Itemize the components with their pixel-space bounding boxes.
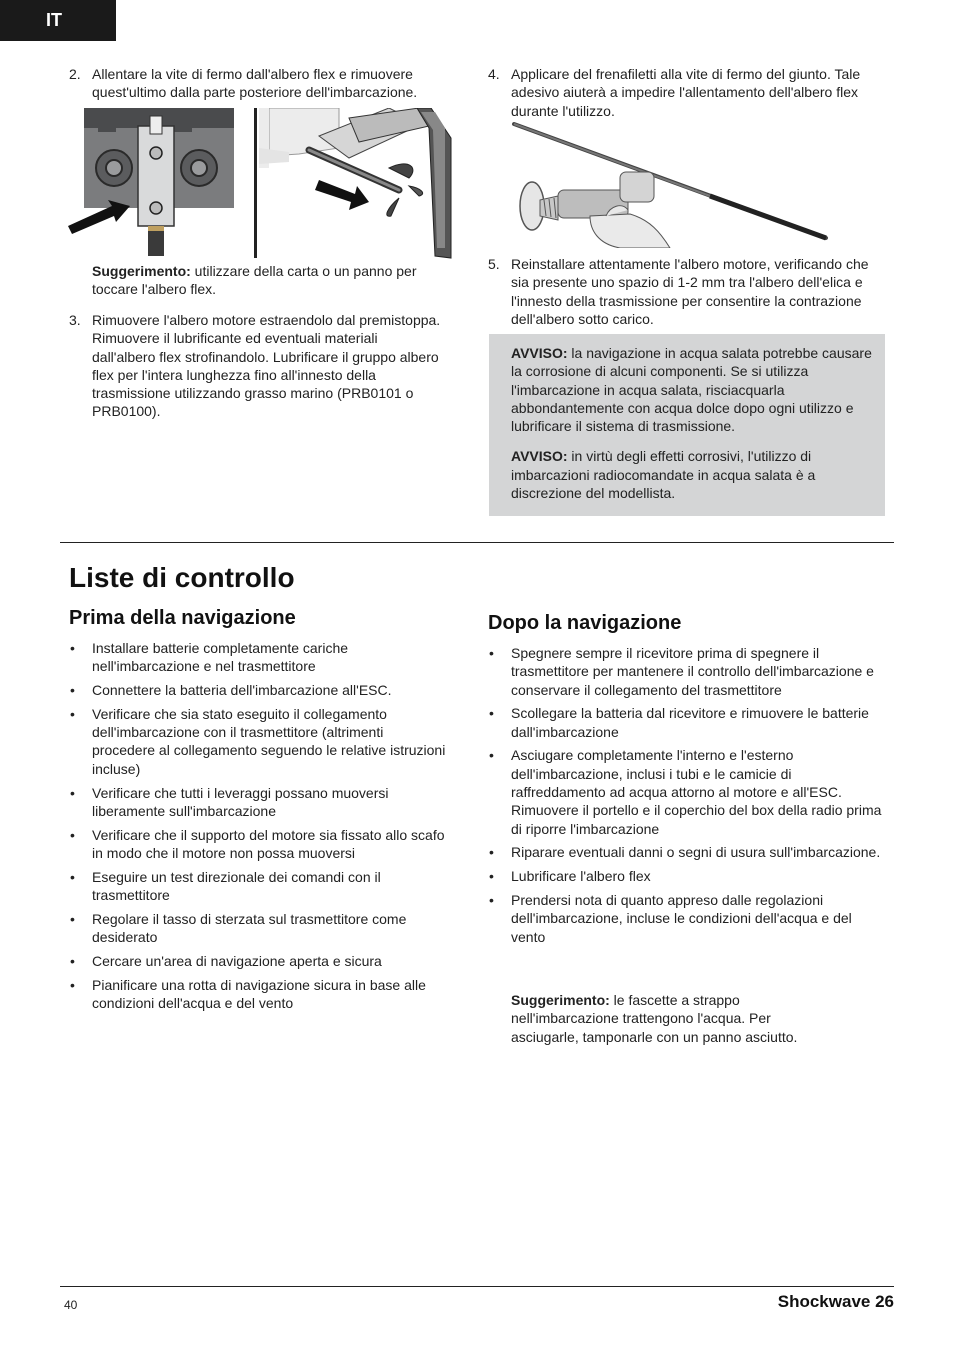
step-2-tip (92, 262, 437, 299)
before-heading: Prima della navigazione (69, 607, 296, 629)
checklist-item: • Prendersi nota di quanto appreso dalle regolazioni dell'imbarcazione, incluse le condizioni dell'acqua e del vento (488, 891, 883, 946)
checklist-item: • Verificare che tutti i leveraggi possano muoversi liberamente sull'imbarcazione (69, 784, 449, 821)
motor-mount-illustration (64, 108, 240, 260)
notice-text: in virtù degli effetti corrosivi, l'utilizzo di imbarcazioni radiocomandate in acqua salata è a discrezione del modellista. (511, 448, 816, 502)
after-heading: Dopo la navigazione (488, 612, 682, 634)
notice-text: la navigazione in acqua salata potrebbe causare la corrosione di alcuni componenti. Se si utilizza l'imbarcazione in acqua salata, risciacquarla abbondantemente con acqua dolce dopo ogni utilizzo e lubrificare il sistema di trasmissione. (511, 345, 872, 435)
step-5 (488, 255, 883, 328)
language-tab (0, 0, 116, 41)
after-checklist (488, 644, 883, 951)
step-number: 5. (488, 256, 500, 272)
step-2 (69, 65, 459, 102)
section-title: Liste di controllo (69, 562, 295, 593)
checklist-item: • Scollegare la batteria dal ricevitore e rimuovere le batterie dall'imbarcazione (488, 704, 883, 741)
tip-text: le fascette a strappo nell'imbarcazione trattengono l'acqua. Per asciugarle, tamponarle con un panno asciutto. (511, 992, 798, 1045)
section-divider (60, 542, 894, 543)
after-tip (511, 991, 841, 1046)
checklist-item: • Verificare che sia stato eseguito il collegamento dell'imbarcazione con il trasmettitore (altrimenti procedere al collegamento seguendo le relative istruzioni incluse) (69, 705, 449, 778)
notice-box (489, 334, 885, 516)
checklist-item: • Spegnere sempre il ricevitore prima di spegnere il trasmettitore per mantenere il controllo dell'imbarcazione e conservare il collegamento del trasmettitore (488, 644, 883, 699)
checklist-item: • Installare batterie completamente cariche nell'imbarcazione e nel trasmettitore (69, 639, 449, 676)
before-checklist (69, 639, 449, 1018)
tip-label: Suggerimento: (511, 992, 610, 1008)
threadlock-illustration (510, 120, 830, 248)
checklist-item: • Regolare il tasso di sterzata sul trasmettitore come desiderato (69, 910, 449, 947)
page-number: 40 (64, 1298, 78, 1312)
checklist-item: • Asciugare completamente l'interno e l'esterno dell'imbarcazione, inclusi i tubi e le camicie di raffreddamento ad acqua attorno al motore e all'ESC. Rimuovere il portello e il coperchio del box della radio prima di riporre l'imbarcazione (488, 746, 883, 837)
footer-divider (60, 1286, 894, 1287)
checklist-item: • Pianificare una rotta di navigazione sicura in base alle condizioni dell'acqua e del vento (69, 976, 449, 1013)
checklist-item: • Verificare che il supporto del motore sia fissato allo scafo in modo che il motore non possa muoversi (69, 826, 449, 863)
checklist-item: • Cercare un'area di navigazione aperta e sicura (69, 952, 449, 970)
notice-label: AVVISO: (511, 345, 568, 361)
tip-label: Suggerimento: (92, 263, 191, 279)
step-text: Rimuovere l'albero motore estraendolo dal premistoppa. Rimuovere il lubrificante ed eventuali materiali dall'albero flex strofinandolo. Lubrificare il gruppo albero flex per l'intera lunghezza fino all'innesto della trasmissione utilizzando grasso marino (PRB0101 o PRB0100). (92, 312, 441, 420)
step-text: Allentare la vite di fermo dall'albero flex e rimuovere quest'ultimo dalla parte posteriore dell'imbarcazione. (92, 66, 418, 101)
language-code: IT (46, 10, 62, 31)
illustration-divider (254, 108, 257, 258)
step-number: 3. (69, 312, 81, 328)
notice-label: AVVISO: (511, 448, 568, 465)
step-number: 4. (488, 66, 500, 82)
product-title: Shockwave 26 (777, 1292, 894, 1311)
step-3 (69, 311, 444, 421)
checklist-item: • Eseguire un test direzionale dei comandi con il trasmettitore (69, 868, 449, 905)
step-text: Reinstallare attentamente l'albero motore, verificando che sia presente uno spazio di 1-2 mm tra l'albero dell'elica e l'innesto della trasmissione per consentire la contrazione dell'albero sotto carico. (511, 256, 869, 327)
checklist-item: • Connettere la batteria dell'imbarcazione all'ESC. (69, 681, 449, 699)
shaft-removal-illustration (259, 108, 455, 260)
checklist-item: • Lubrificare l'albero flex (488, 867, 883, 885)
notice-corrosion (511, 447, 841, 502)
step-text: Applicare del frenafiletti alla vite di fermo del giunto. Tale adesivo aiuterà a impedire l'allentamento dell'albero flex durante l'utilizzo. (511, 66, 861, 119)
step-number: 2. (69, 66, 81, 82)
checklist-item: • Riparare eventuali danni o segni di usura sull'imbarcazione. (488, 843, 883, 861)
step-4 (488, 65, 883, 120)
notice-saltwater (511, 344, 875, 435)
tip-text: utilizzare della carta o un panno per toccare l'albero flex. (92, 263, 417, 298)
